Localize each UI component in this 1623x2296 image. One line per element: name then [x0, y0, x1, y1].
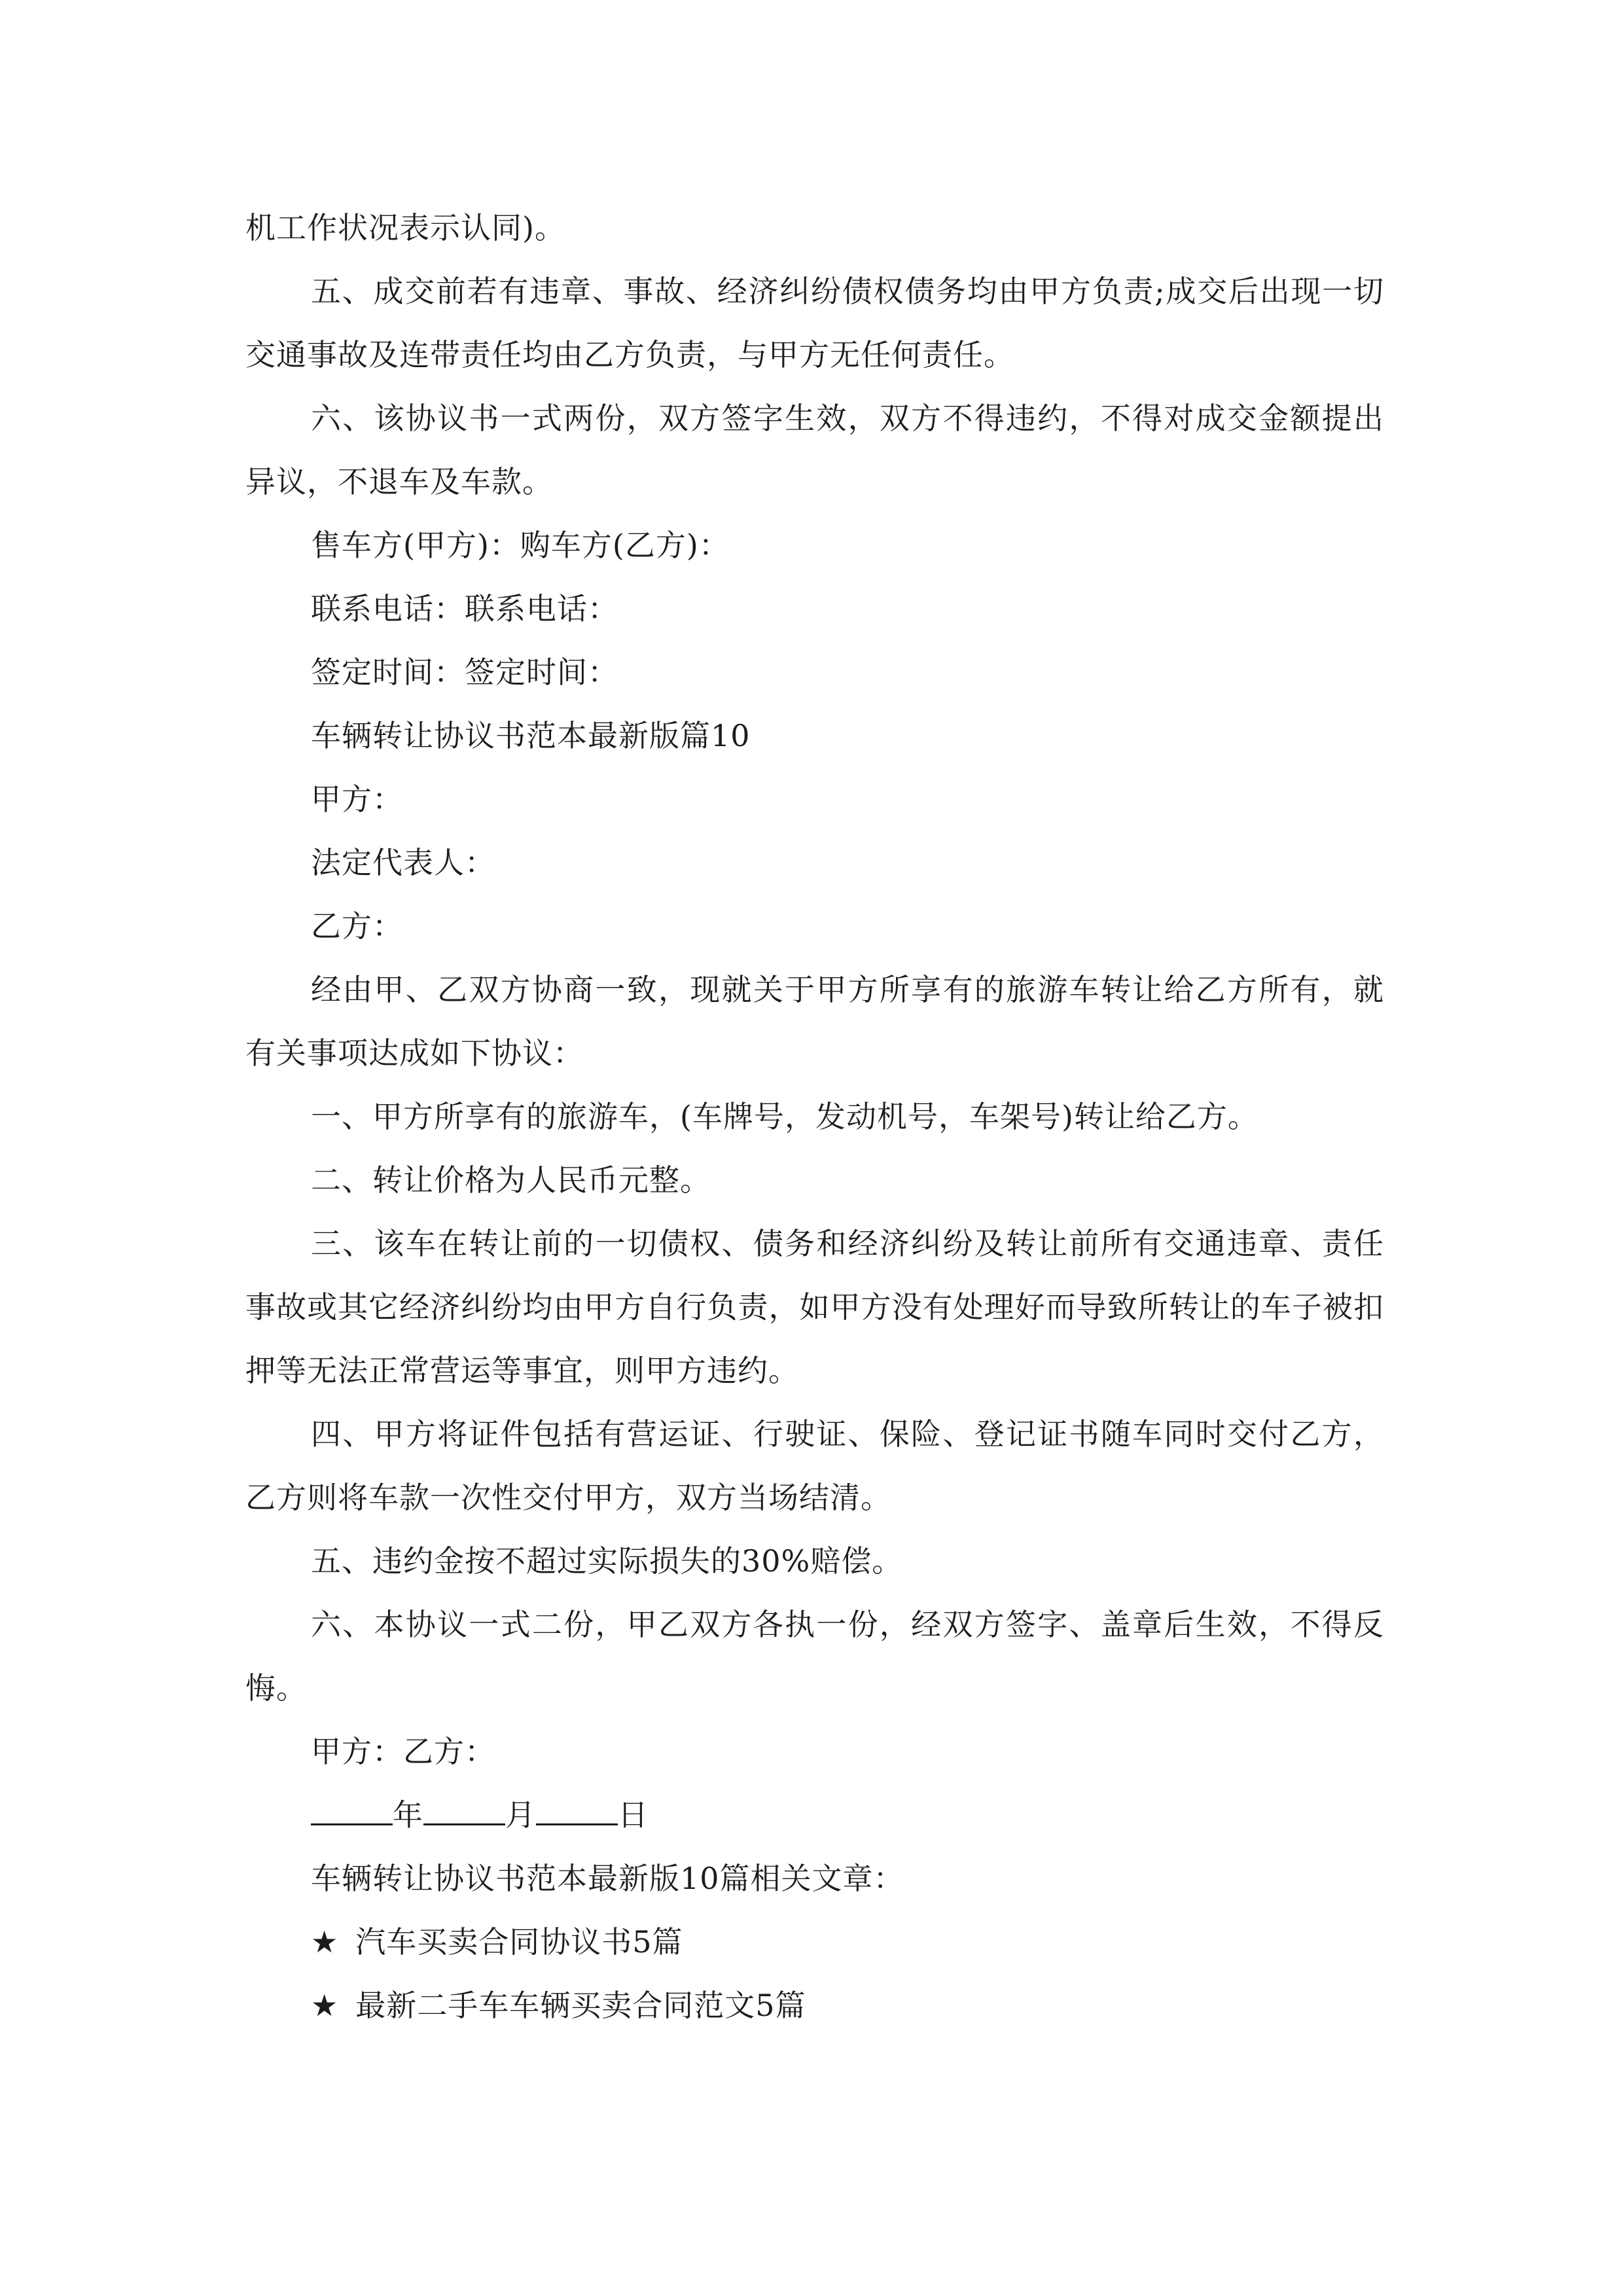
- related-article-title[interactable]: 最新二手车车辆买卖合同范文5篇: [355, 1988, 806, 2023]
- party-a-line: 甲方：: [311, 781, 403, 817]
- signature-line: 甲方：乙方：: [311, 1734, 495, 1769]
- day-label: 日: [618, 1797, 649, 1833]
- paragraph-article-3: 三、该车在转让前的一切债权、债务和经济纠纷及转让前所有交通违章、责任事故或其它经济纠纷均由甲方自行负责，如甲方没有处理好而导致所转让的车子被扣押等无法正常营运等事宜，则甲方违约。: [245, 1226, 1384, 1388]
- phone-line: 联系电话：联系电话：: [311, 591, 618, 626]
- section-heading: 车辆转让协议书范本最新版篇10: [311, 718, 751, 753]
- related-article-link[interactable]: [245, 1974, 1384, 2037]
- star-icon: ★: [311, 1924, 339, 1960]
- party-b-line: 乙方：: [311, 908, 403, 944]
- star-icon: ★: [311, 1988, 339, 2023]
- paragraph-article-2: 二、转让价格为人民币元整。: [311, 1162, 711, 1198]
- paragraph-article-1: 一、甲方所享有的旅游车，(车牌号，发动机号，车架号)转让给乙方。: [311, 1099, 1258, 1134]
- day-blank: [536, 1793, 618, 1825]
- date-line: [245, 1784, 1384, 1847]
- month-blank: [423, 1793, 505, 1825]
- related-articles-heading: 车辆转让协议书范本最新版10篇相关文章：: [311, 1861, 904, 1896]
- paragraph-clause-6: 六、该协议书一式两份，双方签字生效，双方不得违约，不得对成交金额提出异议，不退车及车款。: [245, 401, 1384, 499]
- document-body: [245, 196, 1384, 2037]
- paragraph-preamble: 经由甲、乙双方协商一致，现就关于甲方所享有的旅游车转让给乙方所有，就有关事项达成如下协议：: [245, 972, 1384, 1071]
- related-article-link[interactable]: [245, 1910, 1384, 1974]
- paragraph-continuation: 机工作状况表示认同)。: [245, 210, 565, 245]
- paragraph-article-5: 五、违约金按不超过实际损失的30%赔偿。: [311, 1543, 903, 1579]
- year-label: 年: [393, 1797, 423, 1833]
- signature-parties-line: 售车方(甲方)：购车方(乙方)：: [311, 528, 730, 563]
- paragraph-clause-5: 五、成交前若有违章、事故、经济纠纷债权债务均由甲方负责;成交后出现一切交通事故及连带责任均由乙方负责，与甲方无任何责任。: [245, 274, 1384, 372]
- year-blank: [311, 1793, 393, 1825]
- month-label: 月: [505, 1797, 536, 1833]
- signing-date-line: 签定时间：签定时间：: [311, 655, 618, 690]
- related-article-title[interactable]: 汽车买卖合同协议书5篇: [355, 1924, 683, 1960]
- legal-representative-line: 法定代表人：: [311, 845, 495, 880]
- paragraph-article-4: 四、甲方将证件包括有营运证、行驶证、保险、登记证书随车同时交付乙方，乙方则将车款一次性交付甲方，双方当场结清。: [245, 1416, 1384, 1515]
- paragraph-article-6: 六、本协议一式二份，甲乙双方各执一份，经双方签字、盖章后生效，不得反悔。: [245, 1607, 1384, 1706]
